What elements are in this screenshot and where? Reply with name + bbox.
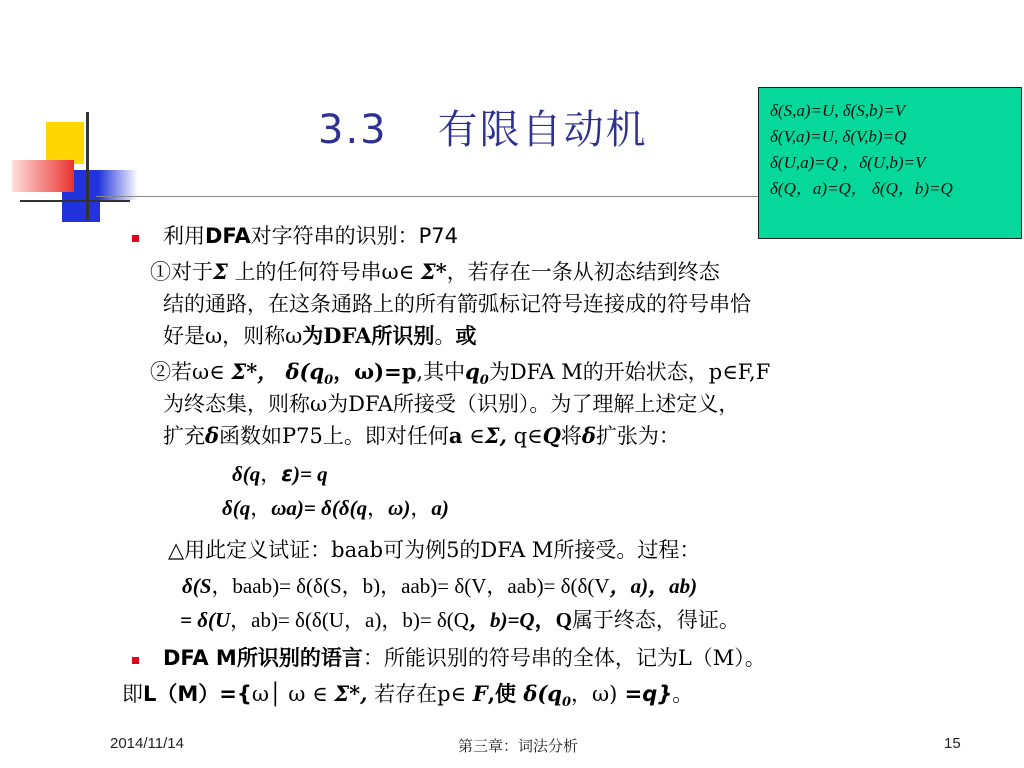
text: Σ, bbox=[484, 423, 507, 448]
para1-line3 bbox=[163, 320, 476, 350]
text: ,使 bbox=[487, 681, 524, 706]
text: 。 bbox=[434, 324, 456, 348]
text: ，Q bbox=[534, 608, 572, 632]
text: 对字符串的识别：P74 bbox=[250, 224, 459, 248]
bullet-dfa-language bbox=[163, 642, 766, 672]
note-line: δ(Q，a)=Q， δ(Q，b)=Q bbox=[770, 179, 953, 198]
text: ωa)= δ(δ(q bbox=[271, 496, 368, 520]
text: ，a)，ab) bbox=[609, 574, 698, 598]
text: 即 bbox=[122, 682, 143, 706]
text: ，b)= δ(Q bbox=[381, 608, 469, 632]
text: ，b)=Q bbox=[468, 608, 535, 632]
para1-line1 bbox=[150, 256, 720, 286]
bullet-marker bbox=[132, 657, 139, 664]
text: L（M）={ bbox=[143, 682, 252, 706]
para2-line2: 为终态集，则称ω为DFA所接受（识别）。为了理解上述定义， bbox=[163, 392, 740, 416]
text: ,其中 bbox=[416, 360, 466, 384]
decor-horizontal-line bbox=[20, 200, 130, 202]
text: Q bbox=[542, 423, 561, 448]
bullet-dfa-recognition bbox=[163, 220, 458, 250]
text: a) bbox=[431, 496, 449, 520]
text: ②若ω∈ bbox=[150, 360, 232, 384]
text: ，ab)= δ(δ(U bbox=[230, 608, 344, 632]
text: ε bbox=[281, 462, 293, 486]
text: ，a) bbox=[344, 608, 382, 632]
text: 上的任何符号串ω∈ bbox=[227, 260, 421, 284]
text: ，b) bbox=[341, 574, 381, 598]
footer-date: 2014/11/14 bbox=[110, 735, 184, 752]
text: ，ω) bbox=[571, 682, 618, 706]
example-step2 bbox=[180, 604, 740, 634]
para1-line2: 结的通路，在这条通路上的所有箭弧标记符号连接成的符号串恰 bbox=[163, 292, 751, 316]
text: δ(q bbox=[523, 681, 562, 706]
text: ①对于 bbox=[150, 260, 213, 284]
text: =q} bbox=[617, 682, 673, 706]
text: 0 bbox=[324, 373, 334, 389]
text: ，aab)= δ(V bbox=[380, 574, 487, 598]
text: 若存在p∈ bbox=[367, 682, 473, 706]
text: ， bbox=[260, 462, 282, 486]
text: )= q bbox=[292, 462, 328, 486]
text: ω) bbox=[388, 496, 411, 520]
text: a bbox=[448, 423, 463, 448]
text: δ(q bbox=[278, 359, 325, 384]
text: δ bbox=[581, 423, 596, 448]
formula-extension bbox=[222, 492, 449, 522]
text: Σ*， bbox=[231, 359, 279, 384]
note-line: δ(U,a)=Q ，δ(U,b)=V bbox=[770, 153, 926, 172]
text: 为DFA M的开始状态，p∈F,F bbox=[488, 360, 771, 384]
example-intro: △用此定义试证：baab可为例5的DFA M所接受。过程： bbox=[168, 538, 701, 562]
decor-yellow-square bbox=[46, 122, 84, 164]
text: DFA bbox=[205, 224, 251, 248]
decor-vertical-line bbox=[86, 112, 89, 220]
text: 0 bbox=[479, 373, 489, 389]
text: 0 bbox=[561, 695, 572, 711]
para2-line3 bbox=[163, 420, 680, 450]
text: ω│ ω ∈ bbox=[251, 682, 335, 706]
footer-chapter: 第三章：词法分析 bbox=[458, 737, 579, 755]
text: 或 bbox=[455, 323, 477, 348]
text: F bbox=[472, 681, 488, 706]
title-number: 3.3 bbox=[318, 107, 388, 153]
text: ∈ bbox=[462, 424, 485, 448]
transition-note-box bbox=[758, 87, 1022, 239]
text: Σ*, bbox=[334, 681, 368, 706]
text: ， bbox=[367, 496, 389, 520]
title-rule bbox=[96, 196, 762, 197]
text: 将 bbox=[560, 424, 582, 448]
text: 扩充 bbox=[163, 424, 205, 448]
text: ，若存在一条从初态结到终态 bbox=[446, 260, 720, 284]
text: ， bbox=[410, 496, 432, 520]
example-step1 bbox=[182, 570, 697, 600]
text: ：所能识别的符号串的全体，记为L（M）。 bbox=[362, 646, 766, 670]
note-line: δ(S,a)=U, δ(S,b)=V bbox=[770, 101, 906, 120]
decor-red-square bbox=[12, 160, 74, 192]
text: Σ bbox=[213, 259, 228, 284]
text: 为DFA所识别 bbox=[302, 323, 435, 348]
language-definition bbox=[122, 678, 693, 710]
footer-page-number: 15 bbox=[944, 735, 961, 752]
text: δ(q bbox=[232, 462, 261, 486]
text: δ bbox=[205, 423, 220, 448]
text: ，aab)= δ(δ(V bbox=[486, 574, 610, 598]
text: 。 bbox=[672, 682, 694, 706]
note-line: δ(V,a)=U, δ(V,b)=Q bbox=[770, 127, 907, 146]
text: 函数如P75上。即对任何 bbox=[219, 424, 449, 448]
text: Σ* bbox=[420, 259, 447, 284]
text: DFA M所识别的语言 bbox=[163, 646, 363, 670]
text: 利用 bbox=[163, 224, 205, 248]
title-text: 有限自动机 bbox=[437, 107, 648, 153]
slide-title bbox=[318, 98, 648, 155]
bullet-marker bbox=[132, 235, 139, 242]
text: ，ω)=p bbox=[333, 359, 417, 384]
text: q bbox=[465, 359, 480, 384]
text: δ(S bbox=[182, 574, 212, 598]
text: ，baab)= δ(δ(S bbox=[211, 574, 342, 598]
text: 好是ω，则称ω bbox=[163, 324, 303, 348]
para2-line1 bbox=[150, 356, 770, 388]
formula-epsilon bbox=[232, 458, 328, 488]
text: q∈ bbox=[506, 424, 543, 448]
text: 扩张为： bbox=[595, 424, 680, 448]
text: = δ(U bbox=[180, 608, 231, 632]
text: 属于终态，得证。 bbox=[571, 608, 740, 632]
text: ， bbox=[250, 496, 272, 520]
text: δ(q bbox=[222, 496, 251, 520]
